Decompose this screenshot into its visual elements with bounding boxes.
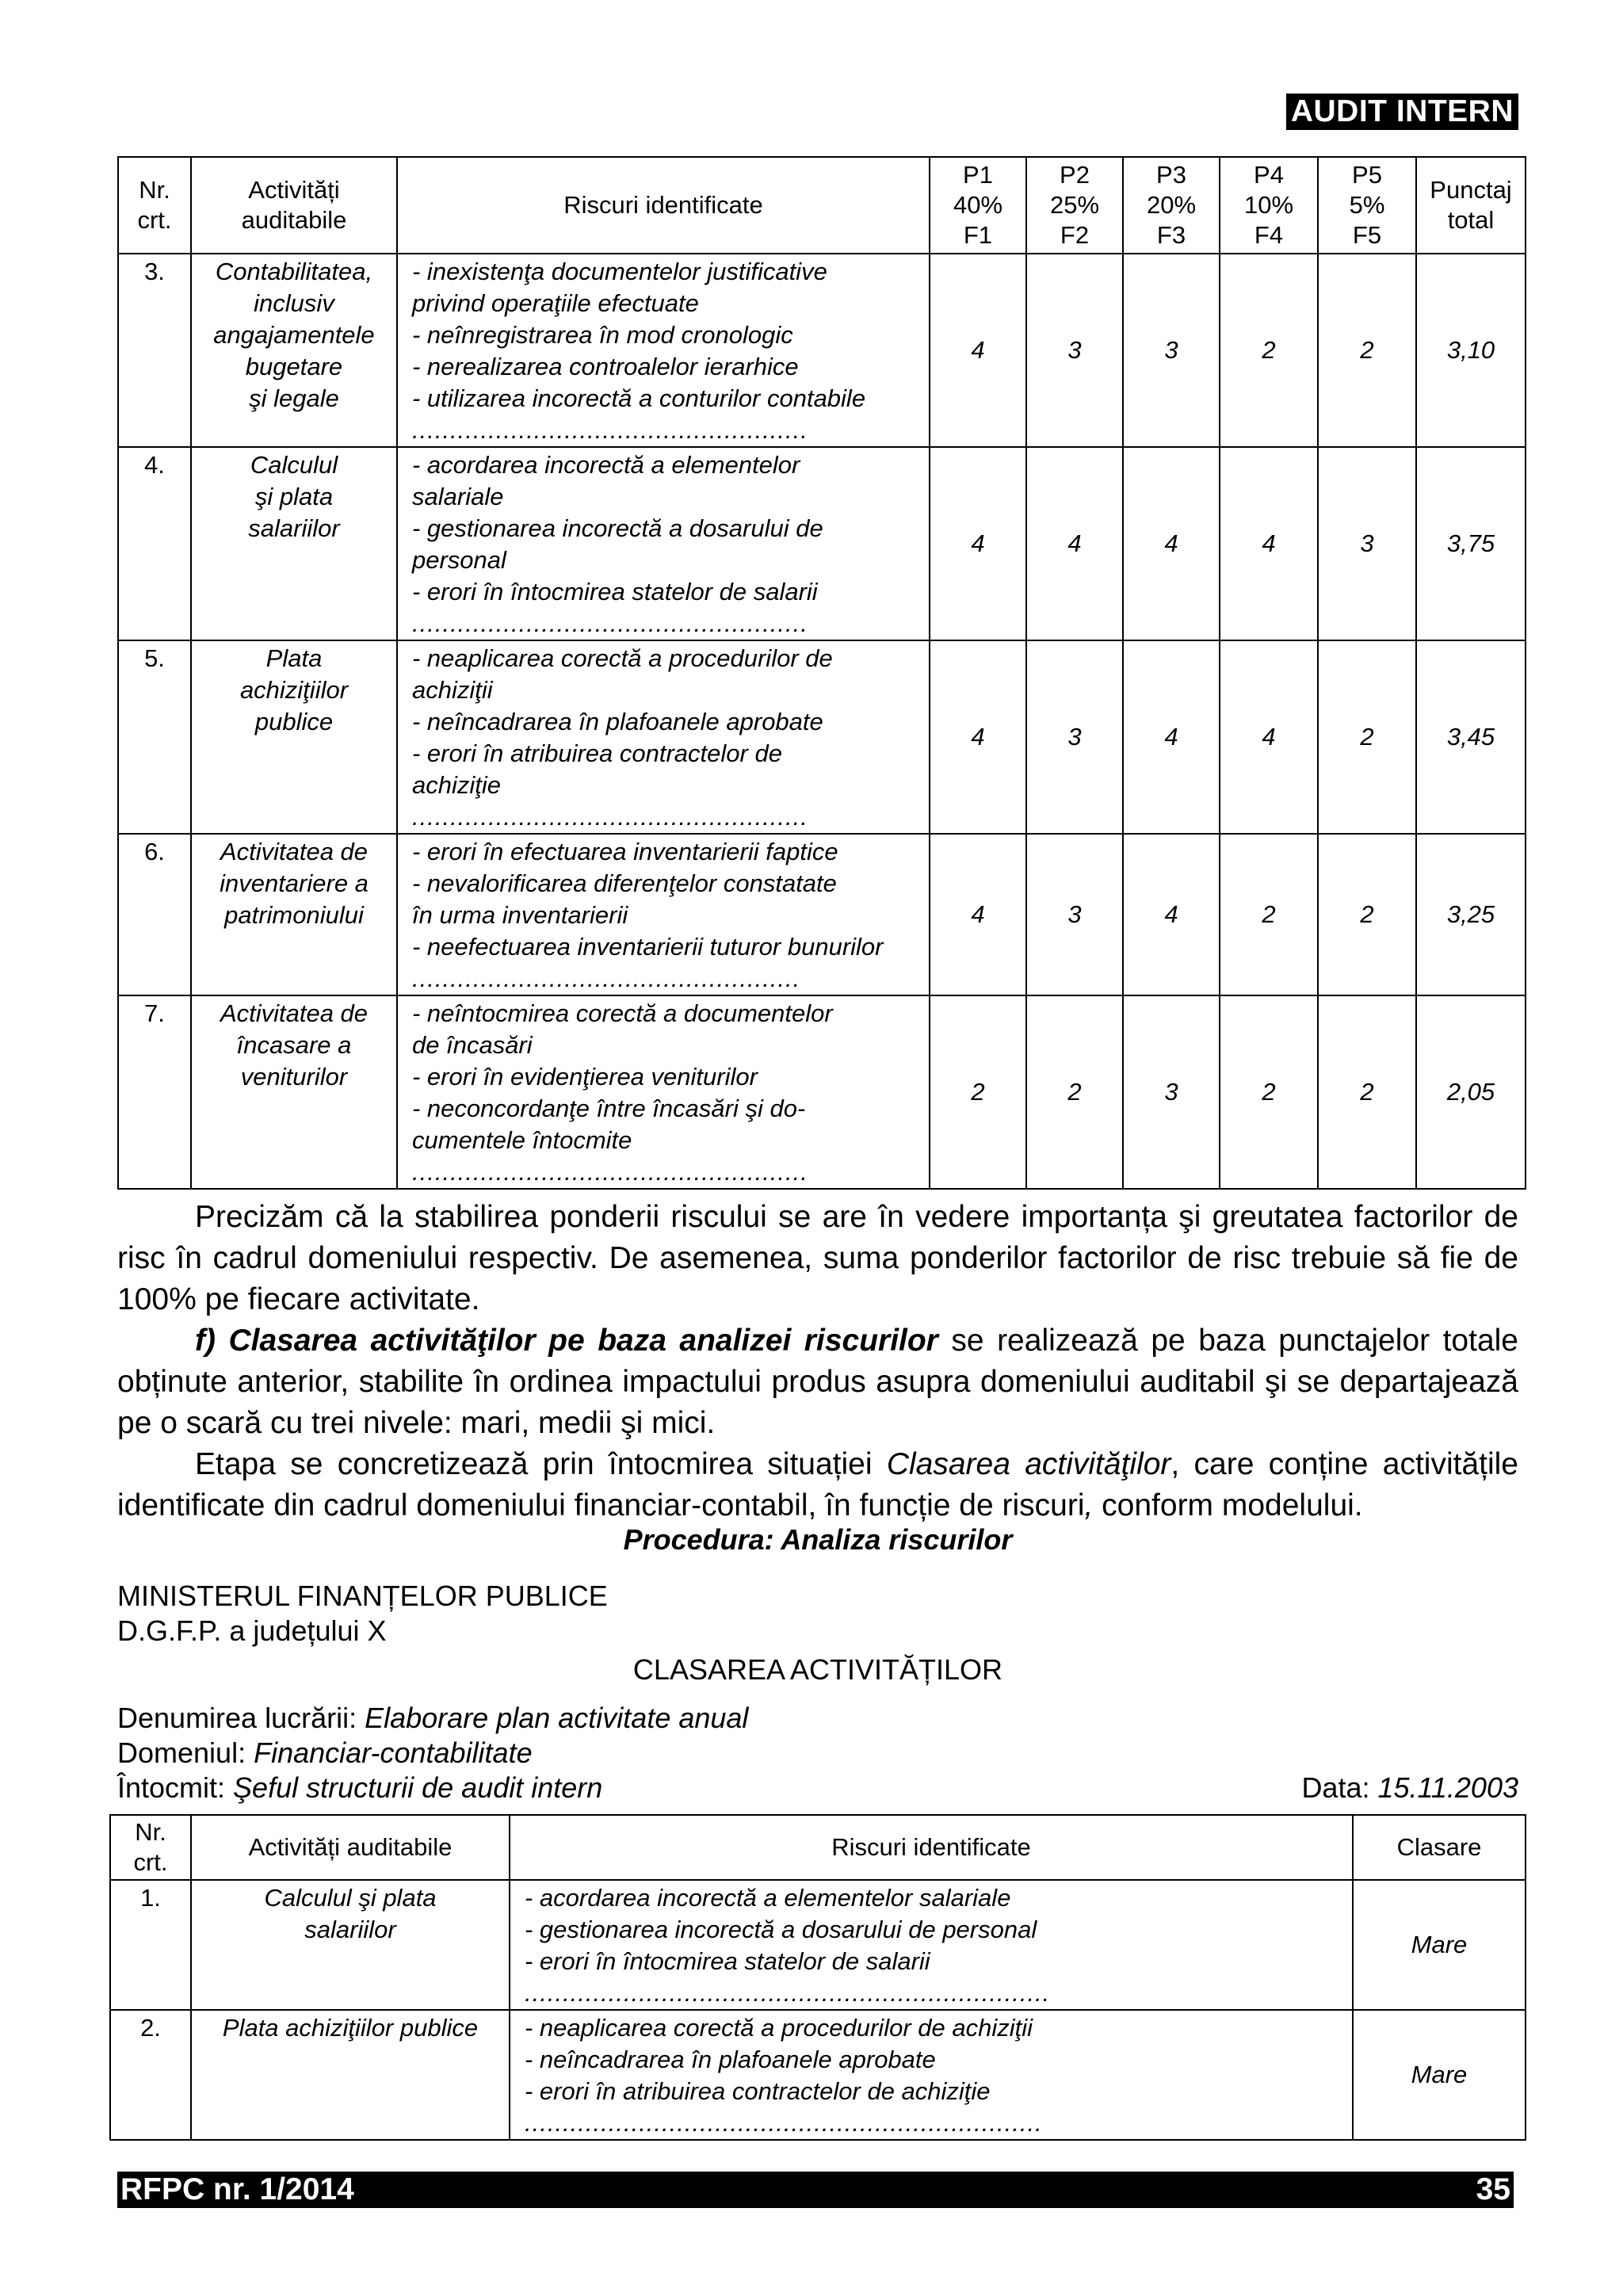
score-p1: 2 (930, 995, 1026, 1189)
row-number: 1. (110, 1880, 191, 2010)
score-p1: 4 (930, 254, 1026, 447)
row-number: 3. (118, 254, 191, 447)
risks-cell: - acordarea incorectă a elementelor salariale - gestionarea incorectă a dosarului de personal - erori în întocmirea statelor de salarii ..................................................................... (510, 1880, 1353, 2010)
journal-issue: RFPC nr. 1/2014 (120, 2172, 354, 2206)
paragraph-clasare: f) Clasarea activităţilor pe baza analizei riscurilor se realizează pe baza punctajelor totale obținute anterior, stabilite în ordinea impactului produs asupra domeniului auditabil şi se departajează pe o scară cu trei nivele: mari, medii şi mici. (117, 1324, 1518, 1440)
score-p4: 2 (1220, 254, 1318, 447)
header-p5: P5 5% F5 (1318, 157, 1416, 254)
score-p5: 2 (1318, 640, 1416, 834)
total-score: 3,45 (1416, 640, 1526, 834)
row-number: 7. (118, 995, 191, 1189)
header-nr: Nr. crt. (110, 1815, 191, 1880)
header-p4: P4 10% F4 (1220, 157, 1318, 254)
header-clasare: Clasare (1353, 1815, 1526, 1880)
activity-cell: Contabilitatea, inclusiv angajamentele bugetare şi legale (191, 254, 397, 447)
score-p4: 2 (1220, 834, 1318, 995)
data-line: Data: 15.11.2003 (1301, 1771, 1518, 1804)
total-score: 2,05 (1416, 995, 1526, 1189)
activity-cell: Calculul şi plata salariilor (191, 447, 397, 640)
score-p2: 2 (1026, 995, 1123, 1189)
score-p4: 4 (1220, 447, 1318, 640)
risks-cell: - neaplicarea corectă a procedurilor de achiziţii - neîncadrarea în plafoanele aprobate - erori în atribuirea contractelor de achiziţie .................................................... (397, 640, 930, 834)
paragraph-pondere: Precizăm că la stabilirea ponderii riscului se are în vedere importanța şi greutatea factorilor de risc în cadrul domeniului respectiv. De asemenea, suma ponderilor factorilor de risc trebuie să fie de 100% pe fiecare activitate. (117, 1200, 1518, 1316)
total-score: 3,75 (1416, 447, 1526, 640)
header-p2: P2 25% F2 (1026, 157, 1123, 254)
denumirea-line: Denumirea lucrării: Elaborare plan activitate anual (117, 1702, 749, 1734)
classification-table (109, 1814, 1526, 2141)
procedure-title: Procedura: Analiza riscurilor (623, 1523, 1013, 1556)
row-number: 4. (118, 447, 191, 640)
paragraph-etapa: Etapa se concretizează prin întocmirea situației Clasarea activităţilor, care conține activitățile identificate din cadrul domeniului financiar-contabil, în funcție de riscuri, conform modelului. (117, 1447, 1518, 1522)
activity-cell: Activitatea de încasare a veniturilor (191, 995, 397, 1189)
activity-cell: Plata achiziţiilor publice (191, 640, 397, 834)
score-p5: 2 (1318, 995, 1416, 1189)
score-p2: 3 (1026, 640, 1123, 834)
score-p5: 2 (1318, 834, 1416, 995)
score-p2: 3 (1026, 834, 1123, 995)
table-row (118, 640, 1526, 834)
score-p1: 4 (930, 640, 1026, 834)
risks-cell: - erori în efectuarea inventarierii faptice - nevalorificarea diferenţelor constatate în urma inventarierii - neefectuarea inventarierii tuturor bunurilor ................................................... (397, 834, 930, 995)
score-p2: 4 (1026, 447, 1123, 640)
total-score: 3,10 (1416, 254, 1526, 447)
table-row (118, 447, 1526, 640)
classification-cell: Mare (1353, 1880, 1526, 2010)
activity-cell: Calculul şi plata salariilor (191, 1880, 510, 2010)
header-p1: P1 40% F1 (930, 157, 1026, 254)
row-number: 6. (118, 834, 191, 995)
header-riscuri: Riscuri identificate (397, 157, 930, 254)
ministry-name: MINISTERUL FINANȚELOR PUBLICE (117, 1580, 608, 1612)
header-activitati: Activități auditabile (191, 157, 397, 254)
domeniul-line: Domeniul: Financiar-contabilitate (117, 1736, 533, 1769)
table-row (110, 2010, 1526, 2140)
risk-assessment-table (117, 156, 1526, 1190)
activity-cell: Activitatea de inventariere a patrimoniului (191, 834, 397, 995)
classification-cell: Mare (1353, 2010, 1526, 2140)
page-footer (117, 2172, 1514, 2208)
header-punctaj: Punctaj total (1416, 157, 1526, 254)
score-p3: 4 (1123, 834, 1220, 995)
score-p3: 4 (1123, 640, 1220, 834)
table-row (118, 254, 1526, 447)
score-p5: 2 (1318, 254, 1416, 447)
table-row (118, 995, 1526, 1189)
table-row (110, 1880, 1526, 2010)
dgfp-name: D.G.F.P. a județului X (117, 1614, 387, 1647)
risks-cell: - neaplicarea corectă a procedurilor de achiziţii - neîncadrarea în plafoanele aprobate - erori în atribuirea contractelor de achiziţie .................................................................... (510, 2010, 1353, 2140)
total-score: 3,25 (1416, 834, 1526, 995)
row-number: 2. (110, 2010, 191, 2140)
header-nr: Nr. crt. (118, 157, 191, 254)
score-p5: 3 (1318, 447, 1416, 640)
table-row (118, 834, 1526, 995)
row-number: 5. (118, 640, 191, 834)
risks-cell: - neîntocmirea corectă a documentelor de încasări - erori în evidenţierea veniturilor - neconcordanţe între încasări şi do- cumentele întocmite .................................................... (397, 995, 930, 1189)
header-p3: P3 20% F3 (1123, 157, 1220, 254)
section-header: AUDIT INTERN (1286, 94, 1518, 130)
intocmit-line: Întocmit: Şeful structurii de audit intern (117, 1771, 603, 1804)
score-p1: 4 (930, 447, 1026, 640)
header-riscuri: Riscuri identificate (510, 1815, 1353, 1880)
score-p4: 2 (1220, 995, 1318, 1189)
risks-cell: - inexistenţa documentelor justificative privind operaţiile efectuate - neînregistrarea în mod cronologic - nerealizarea controalelor ierarhice - utilizarea incorectă a conturilor contabile .................................................... (397, 254, 930, 447)
score-p2: 3 (1026, 254, 1123, 447)
score-p3: 3 (1123, 995, 1220, 1189)
score-p3: 3 (1123, 254, 1220, 447)
score-p4: 4 (1220, 640, 1318, 834)
score-p1: 4 (930, 834, 1026, 995)
form-title: CLASAREA ACTIVITĂȚILOR (632, 1653, 1003, 1686)
score-p3: 4 (1123, 447, 1220, 640)
risks-cell: - acordarea incorectă a elementelor salariale - gestionarea incorectă a dosarului de personal - erori în întocmirea statelor de salarii .................................................... (397, 447, 930, 640)
header-activitati: Activități auditabile (191, 1815, 510, 1880)
page-number: 35 (1476, 2172, 1510, 2206)
activity-cell: Plata achiziţiilor publice (191, 2010, 510, 2140)
